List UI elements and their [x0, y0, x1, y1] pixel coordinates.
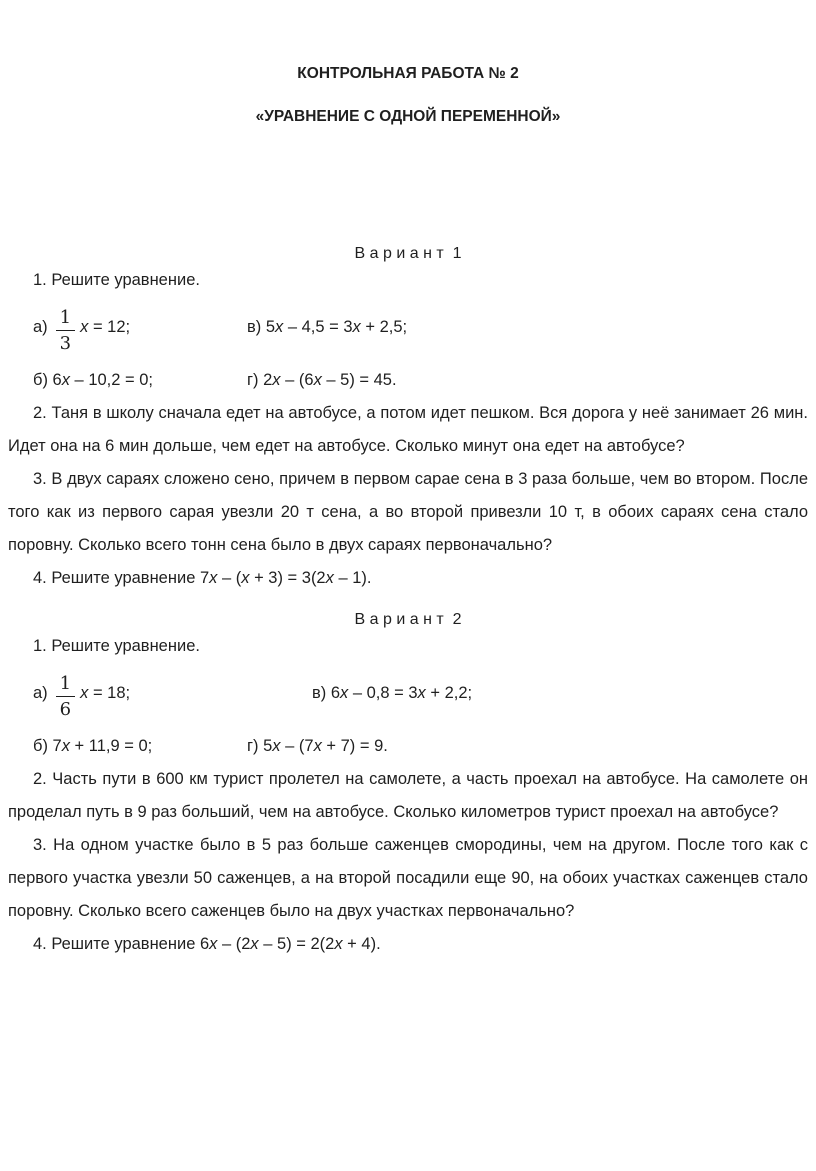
variant-1-equation-a [33, 307, 247, 354]
variant-1-equation-v: в) 5x – 4,5 = 3x + 2,5; [247, 318, 408, 336]
fraction-one-sixth [56, 673, 75, 720]
variant-1-equation-row-2 [33, 364, 808, 397]
variant-1-equation-row-1 [33, 307, 808, 354]
fraction-denominator: 6 [56, 696, 75, 720]
variant-1-task-1-label: 1. Решите уравнение. [33, 271, 200, 289]
variant-1-task-2: 2. Таня в школу сначала едет на автобусе, а потом идет пешком. Вся дорога у неё занимает 26 мин. Идет она на 6 мин дольше, чем едет на автобусе. Сколько минут она едет на автобусе? [8, 404, 808, 455]
variant-2-equation-list [33, 673, 808, 763]
variant-2-task-4: 4. Решите уравнение 6x – (2x – 5) = 2(2x + 4). [33, 935, 381, 953]
variant-1-equation-g: г) 2x – (6x – 5) = 45. [247, 371, 397, 389]
fraction-numerator: 1 [59, 307, 72, 328]
variant-1-section [8, 243, 808, 595]
document-title: КОНТРОЛЬНАЯ РАБОТА № 2 [297, 65, 519, 82]
variant-2-equation-a [33, 673, 312, 720]
variant-2-equation-v: в) 6x – 0,8 = 3x + 2,2; [312, 684, 473, 702]
variant-2-equation-g: г) 5x – (7x + 7) = 9. [247, 737, 388, 755]
fraction-denominator: 3 [56, 330, 75, 354]
document-subtitle: «УРАВНЕНИЕ С ОДНОЙ ПЕРЕМЕННОЙ» [255, 108, 561, 125]
variant-2-task-3: 3. На одном участке было в 5 раз больше саженцев смородины, чем на другом. После того как с первого участка увезли 50 саженцев, а на второй посадили еще 90, на обоих участках саженцев стало поровну. Сколько всего саженцев было на двух участках первоначально? [8, 836, 808, 920]
variant-2-task-1-label: 1. Решите уравнение. [33, 637, 200, 655]
fraction-numerator: 1 [59, 673, 72, 694]
variant-2-heading: В а р и а н т 2 [354, 611, 462, 628]
variant-1-equation-a-text: x = 12; [80, 318, 131, 336]
variant-2-equation-b: б) 7x + 11,9 = 0; [33, 737, 153, 755]
variant-1-equation-a-label: а) [33, 318, 48, 336]
variant-1-equation-b: б) 6x – 10,2 = 0; [33, 371, 153, 389]
variant-1-task-4: 4. Решите уравнение 7x – (x + 3) = 3(2x – 1). [33, 569, 372, 587]
variant-2-equation-a-text: x = 18; [80, 684, 131, 702]
variant-1-task-3: 3. В двух сараях сложено сено, причем в первом сарае сена в 3 раза больше, чем во втором. После того как из первого сарая увезли 20 т сена, а во второй привезли 10 т, в обоих сараях сена стало поровну. Сколько всего тонн сена было в двух сараях первоначально? [8, 470, 808, 554]
fraction-one-third [56, 307, 75, 354]
variant-1-equation-list [33, 307, 808, 397]
variant-2-equation-a-label: а) [33, 684, 48, 702]
variant-2-equation-row-2 [33, 730, 808, 763]
variant-1-heading: В а р и а н т 1 [354, 245, 462, 262]
variant-2-task-2: 2. Часть пути в 600 км турист пролетел на самолете, а часть проехал на автобусе. На самолете он проделал путь в 9 раз больший, чем на автобусе. Сколько километров турист проехал на автобусе? [8, 770, 808, 821]
variant-2-section [8, 609, 808, 961]
variant-2-equation-row-1 [33, 673, 808, 720]
